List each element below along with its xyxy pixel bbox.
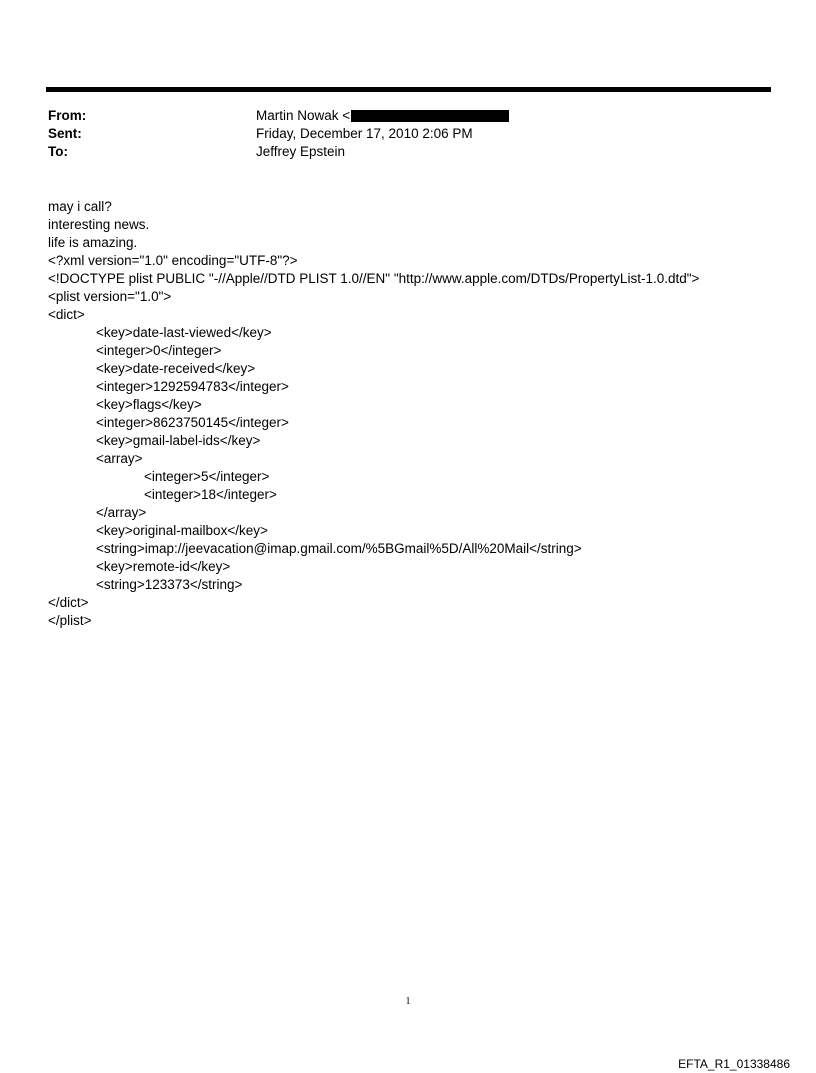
body-line: </dict> [48,595,89,610]
body-line: <string>123373</string> [96,577,243,592]
body-line: <key>gmail-label-ids</key> [96,433,261,448]
body-line: </array> [96,505,147,520]
body-line: <integer>5</integer> [144,469,270,484]
sent-label: Sent: [48,126,82,141]
body-line: <integer>8623750145</integer> [96,415,289,430]
body-line: <key>original-mailbox</key> [96,523,268,538]
body-line: life is amazing. [48,235,138,250]
body-line: <key>date-received</key> [96,361,256,376]
body-line: <integer>1292594783</integer> [96,379,289,394]
body-line: <!DOCTYPE plist PUBLIC "-//Apple//DTD PLIST 1.0//EN" "http://www.apple.com/DTDs/PropertyList-1.0.dtd"> [48,271,700,286]
header-rule [46,87,771,92]
to-value: Jeffrey Epstein [256,144,346,159]
to-row [48,143,509,161]
email-header [48,107,509,161]
from-label: From: [48,108,87,123]
body-line: <integer>18</integer> [144,487,277,502]
body-line: may i call? [48,199,112,214]
body-line: <plist version="1.0"> [48,289,172,304]
body-line: interesting news. [48,217,150,232]
from-name: Martin Nowak < [256,108,351,123]
sent-row [48,125,509,143]
body-line: <integer>0</integer> [96,343,222,358]
body-line: </plist> [48,613,92,628]
from-value [256,107,509,125]
to-label: To: [48,144,68,159]
page-number: 1 [405,996,411,1007]
email-body [48,198,699,630]
body-line: <string>imap://jeevacation@imap.gmail.com/%5BGmail%5D/All%20Mail</string> [96,541,582,556]
from-row [48,107,509,125]
body-line: <key>remote-id</key> [96,559,231,574]
body-line: <array> [96,451,143,466]
sent-value: Friday, December 17, 2010 2:06 PM [256,126,473,141]
redaction-box [351,110,509,122]
body-line: <key>flags</key> [96,397,202,412]
bates-number: EFTA_R1_01338486 [678,1057,790,1071]
body-line: <key>date-last-viewed</key> [96,325,272,340]
body-line: <dict> [48,307,85,322]
body-line: <?xml version="1.0" encoding="UTF-8"?> [48,253,298,268]
